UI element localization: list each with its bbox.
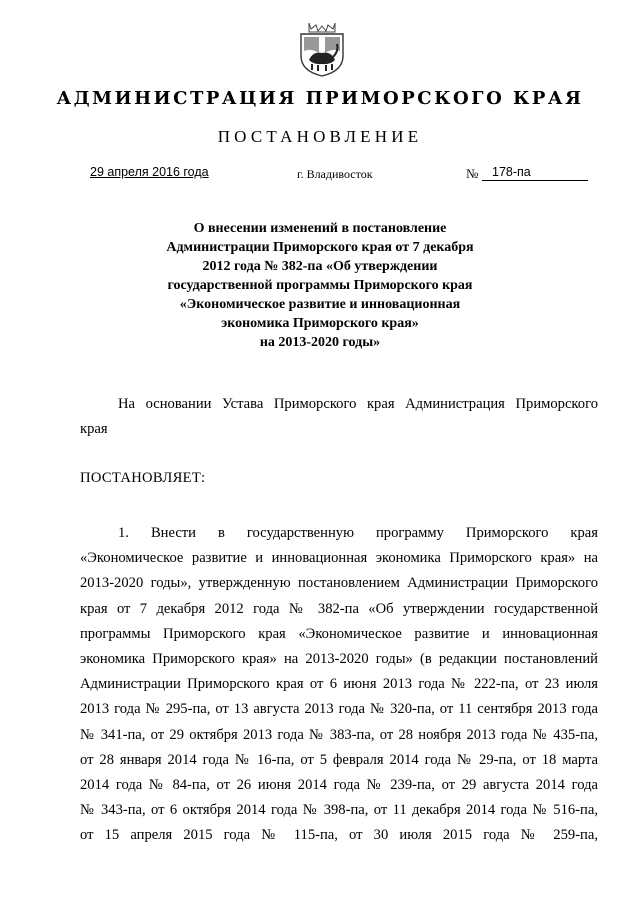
intro-paragraph xyxy=(80,392,598,442)
paragraph-line: от 15 апреля 2015 года № 115-па, от 30 июля 2015 года № 259-па, xyxy=(80,827,598,844)
paragraph-line: № 341-па, от 29 октября 2013 года № 383-па, от 28 ноября 2013 года № 435-па, xyxy=(80,726,598,743)
subject-line: экономика Приморского края» xyxy=(221,316,419,331)
subject-line: Администрации Приморского края от 7 декабря xyxy=(166,240,474,255)
document-type: ПОСТАНОВЛЕНИЕ xyxy=(217,127,423,146)
paragraph-line: экономика Приморского края» на 2013-2020 годы» (в редакции постановлений xyxy=(80,651,598,668)
coat-of-arms-icon xyxy=(297,20,347,78)
number-sign: № xyxy=(466,166,479,181)
paragraph-line: 2014 года № 84-па, от 26 июня 2014 года № 239-па, от 29 августа 2014 года xyxy=(80,777,598,794)
decree-heading: ПОСТАНОВЛЯЕТ: xyxy=(80,470,206,486)
subject-line: 2012 года № 382-па «Об утверждении xyxy=(202,259,438,274)
paragraph-line: Администрации Приморского края от 6 июня 2013 года № 222-па, от 23 июля xyxy=(80,676,598,693)
paragraph-line: от 28 января 2014 года № 16-па, от 5 февраля 2014 года № 29-па, от 18 марта xyxy=(80,751,598,768)
paragraph-line: 2013 года № 295-па, от 13 августа 2013 года № 320-па, от 11 сентября 2013 года xyxy=(80,701,598,718)
paragraph-line: № 343-па, от 6 октября 2014 года № 398-па, от 11 декабря 2014 года № 516-па, xyxy=(80,802,598,819)
paragraph-line: «Экономическое развитие и инновационная экономика Приморского края» на xyxy=(80,550,598,567)
intro-line: На основании Устава Приморского края Администрация Приморского xyxy=(118,396,598,412)
document-city: г. Владивосток xyxy=(297,167,373,181)
subject-line: «Экономическое развитие и инновационная xyxy=(179,297,461,312)
paragraph-line: программы Приморского края «Экономическое развитие и инновационная xyxy=(80,625,598,642)
paragraph-line: края от 7 декабря 2012 года № 382-па «Об утверждении государственной xyxy=(80,600,598,617)
paragraph-1 xyxy=(80,521,598,849)
paragraph-line: 1. Внести в государственную программу Приморского края xyxy=(118,525,598,541)
number-underline xyxy=(482,180,588,181)
subject-line: государственной программы Приморского края xyxy=(167,278,473,293)
subject-line: О внесении изменений в постановление xyxy=(193,221,447,236)
paragraph-line: 2013-2020 годы», утвержденную постановлением Администрации Приморского xyxy=(80,575,598,592)
document-date: 29 апреля 2016 года xyxy=(90,165,209,179)
organization-title: АДМИНИСТРАЦИЯ ПРИМОРСКОГО КРАЯ xyxy=(56,88,584,109)
subject-line: на 2013-2020 годы» xyxy=(259,335,381,350)
document-number: 178-па xyxy=(492,165,531,179)
intro-line: края xyxy=(80,421,108,437)
document-subject xyxy=(150,219,490,352)
